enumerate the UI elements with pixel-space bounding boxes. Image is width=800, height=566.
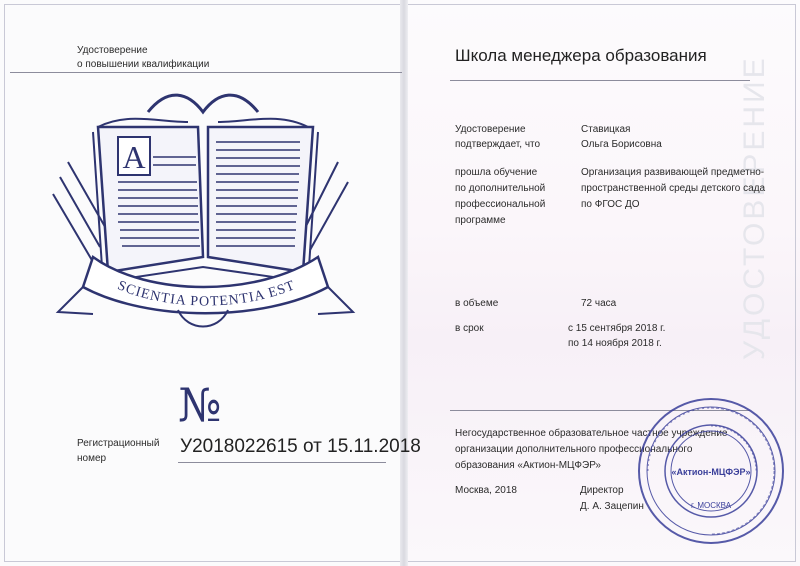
registration-label-line2: номер xyxy=(77,453,107,464)
registration-underline xyxy=(178,462,386,463)
emblem-motto: SCIENTIA POTENTIA EST xyxy=(115,278,298,310)
org-line2: организации дополнительного профессионального xyxy=(455,444,693,455)
number-sign: № xyxy=(178,378,222,432)
title-divider xyxy=(10,72,402,73)
program-label-line1: прошла обучение xyxy=(455,167,538,178)
program-line1: Организация развивающей предметно- xyxy=(581,167,765,178)
org-line1: Негосударственное образовательное частное учреждение xyxy=(455,428,728,439)
program-line2: пространственной среды детского сада xyxy=(581,183,766,194)
program-label-line2: по дополнительной xyxy=(455,183,546,194)
spine xyxy=(400,0,408,566)
vertical-watermark: УДОСТОВЕРЕНИЕ xyxy=(738,55,771,360)
director-name: Д. А. Зацепин xyxy=(580,501,644,512)
program-label-line3: профессиональной xyxy=(455,199,546,210)
stamp-city: г. МОСКВА xyxy=(690,501,732,510)
school-name: Школа менеджера образования xyxy=(455,46,707,65)
org-line3: образования «Актион-МЦФЭР» xyxy=(455,460,601,471)
person-name: Ольга Борисовна xyxy=(581,139,662,150)
director-label: Директор xyxy=(580,485,624,496)
doc-title-line2: о повышении квалификации xyxy=(77,59,210,70)
stamp-center: «Актион-МЦФЭР» xyxy=(671,467,751,477)
registration-number: У2018022615 от 15.11.2018 xyxy=(180,436,421,457)
school-underline xyxy=(450,80,750,81)
term-to: по 14 ноября 2018 г. xyxy=(568,338,662,349)
person-surname: Ставицкая xyxy=(581,124,631,135)
doc-title-line1: Удостоверение xyxy=(77,45,148,56)
official-stamp xyxy=(636,396,786,546)
program-label-line4: программе xyxy=(455,215,506,226)
emblem xyxy=(38,82,368,352)
volume-label: в объеме xyxy=(455,298,499,309)
certifies-label-line1: Удостоверение xyxy=(455,124,526,135)
term-label: в срок xyxy=(455,323,484,334)
emblem-letter: A xyxy=(122,139,146,175)
term-from: с 15 сентября 2018 г. xyxy=(568,323,666,334)
registration-label-line1: Регистрационный xyxy=(77,438,160,449)
volume-value: 72 часа xyxy=(581,298,617,309)
certifies-label-line2: подтверждает, что xyxy=(455,139,541,150)
program-line3: по ФГОС ДО xyxy=(581,199,640,210)
city-year: Москва, 2018 xyxy=(455,485,517,496)
